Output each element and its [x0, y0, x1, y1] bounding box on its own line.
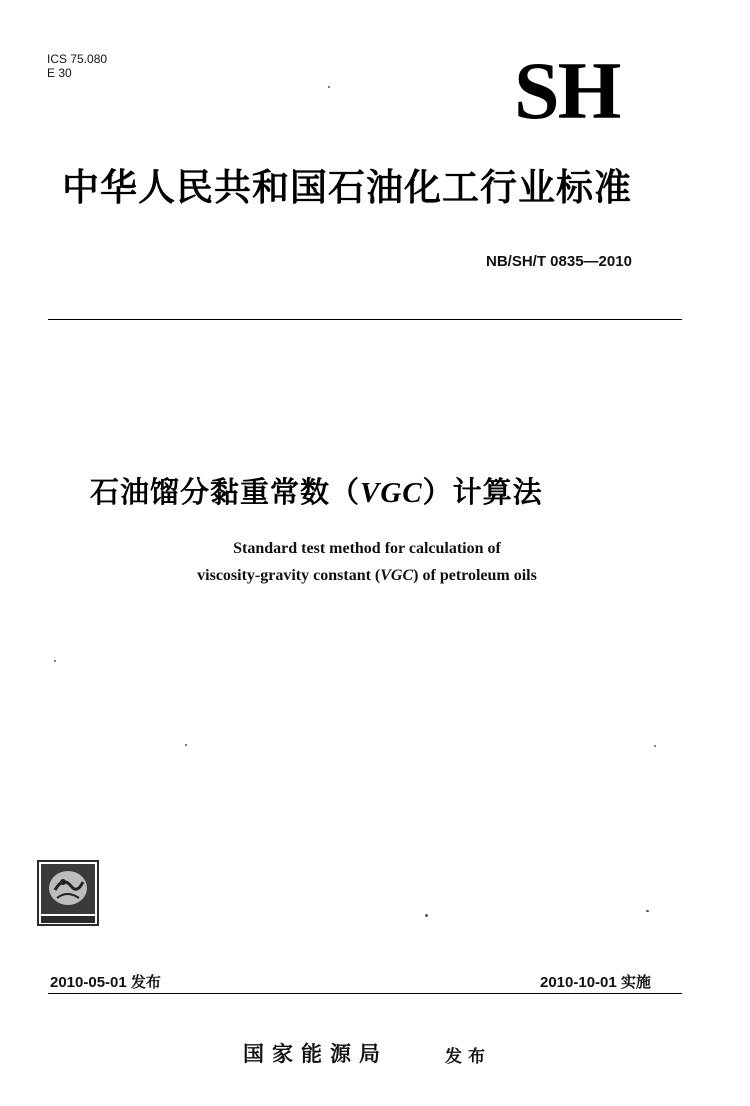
scan-speck [646, 910, 649, 912]
document-title-cn [90, 474, 650, 511]
title-en-abbr: VGC [380, 567, 414, 584]
anti-counterfeit-seal-icon [37, 860, 99, 926]
title-en-suffix: ) of petroleum oils [413, 567, 537, 584]
category-code: E 30 [47, 66, 72, 80]
issuing-authority: 国家能源局 [243, 1042, 388, 1066]
bottom-divider [48, 993, 682, 994]
scan-speck [54, 660, 56, 662]
title-cn-abbr: VGC [360, 477, 423, 509]
scan-speck [328, 86, 330, 88]
top-divider [48, 319, 682, 320]
document-title-en-line2 [0, 567, 742, 585]
title-cn-prefix: 石油馏分黏重常数（ [90, 475, 361, 509]
issue-word: 发布 [445, 1047, 491, 1067]
ics-classification [47, 52, 107, 80]
implementation-date: 2010-10-01 实施 [540, 974, 651, 991]
scan-speck [654, 745, 656, 747]
title-cn-suffix: ）计算法 [422, 475, 543, 509]
standard-number: NB/SH/T 0835—2010 [486, 253, 632, 270]
ics-code: ICS 75.080 [47, 52, 108, 66]
issue-date: 2010-05-01 发布 [50, 974, 161, 991]
title-en-prefix: viscosity-gravity constant ( [197, 567, 381, 584]
scan-speck [425, 914, 428, 917]
standard-category-title: 中华人民共和国石油化工行业标准 [62, 166, 632, 209]
scan-speck [185, 744, 187, 746]
document-title-en-line1: Standard test method for calculation of [233, 540, 501, 557]
sh-logo: SH [514, 45, 620, 136]
